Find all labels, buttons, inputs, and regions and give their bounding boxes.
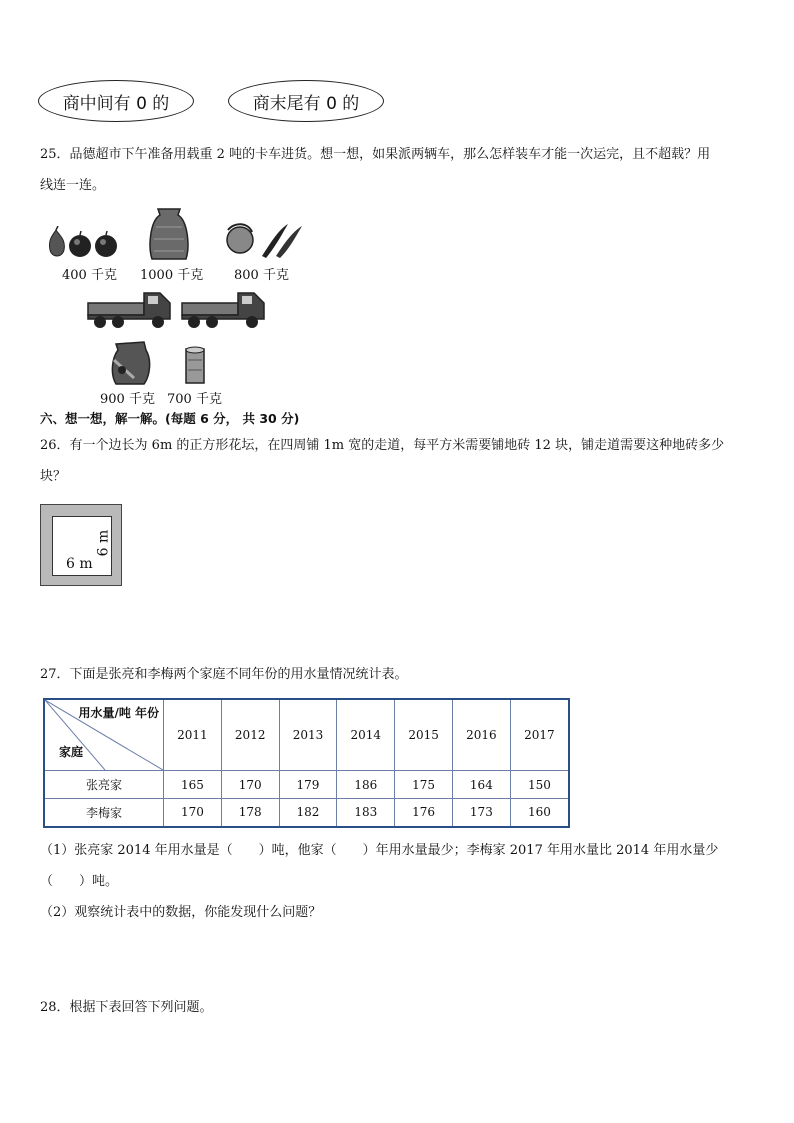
weight-label: 800 千克 [234, 268, 289, 283]
year-cell: 2017 [510, 699, 569, 771]
q27-sub1-line2: （ ）吨。 [40, 874, 119, 889]
year-cell: 2014 [337, 699, 395, 771]
value-cell: 173 [452, 799, 510, 827]
weight-label: 900 千克 [100, 392, 155, 407]
table-header-row [44, 699, 569, 771]
value-cell: 160 [510, 799, 569, 827]
year-cell: 2011 [164, 699, 222, 771]
value-cell: 175 [395, 771, 453, 799]
weight-label: 400 千克 [62, 268, 117, 283]
year-cell: 2013 [279, 699, 337, 771]
q25-text-line1: 25．品德超市下午准备用载重 2 吨的卡车进货。想一想，如果派两辆车，那么怎样装车才能一次运完，且不超载？用 [40, 147, 711, 162]
value-cell: 164 [452, 771, 510, 799]
header-usage-year: 用水量/吨 年份 [78, 706, 159, 720]
q25-text-line2: 线连一连。 [40, 178, 106, 193]
can-icon [184, 346, 206, 386]
value-cell: 182 [279, 799, 337, 827]
q26-text-line1: 26．有一个边长为 6m 的正方形花坛，在四周铺 1m 宽的走道，每平方米需要铺地砖 12 块，铺走道需要这种地砖多少 [40, 438, 725, 453]
oval-label: 商末尾有 0 的 [252, 93, 360, 114]
fruit-icon [46, 226, 122, 260]
q26-text-line2: 块？ [40, 469, 67, 484]
value-cell: 170 [221, 771, 279, 799]
section-heading: 六、想一想，解一解。(每题 6 分， 共 30 分) [40, 411, 300, 426]
value-cell: 186 [337, 771, 395, 799]
q28-text: 28．根据下表回答下列问题。 [40, 1000, 213, 1015]
value-cell: 183 [337, 799, 395, 827]
q27-intro: 27．下面是张亮和李梅两个家庭不同年份的用水量情况统计表。 [40, 667, 408, 682]
value-cell: 150 [510, 771, 569, 799]
garden-diagram [40, 504, 122, 586]
bag-icon [108, 340, 154, 386]
year-cell: 2012 [221, 699, 279, 771]
weight-label: 700 千克 [167, 392, 222, 407]
q27-sub2: （2）观察统计表中的数据，你能发现什么问题？ [40, 905, 322, 920]
oval-answer-zero-end [228, 80, 384, 122]
value-cell: 165 [164, 771, 222, 799]
family-cell: 张亮家 [44, 771, 164, 799]
side-length-label-vertical: 6 m [95, 529, 112, 557]
water-usage-table [43, 698, 570, 828]
vegetables-icon [222, 216, 304, 260]
sack-icon [146, 207, 192, 261]
year-cell: 2015 [395, 699, 453, 771]
truck-icon [180, 289, 268, 331]
truck-icon [86, 289, 174, 331]
value-cell: 176 [395, 799, 453, 827]
q27-sub1-line1: （1）张亮家 2014 年用水量是（ ）吨，他家（ ）年用水量最少；李梅家 2017 年用水量比 2014 年用水量少 [40, 843, 719, 858]
table-row [44, 771, 569, 799]
table-row [44, 799, 569, 827]
side-length-label: 6 m [66, 556, 93, 572]
weight-label: 1000 千克 [140, 268, 204, 283]
family-cell: 李梅家 [44, 799, 164, 827]
diagonal-header-cell [44, 699, 164, 771]
oval-label: 商中间有 0 的 [62, 93, 170, 114]
header-family: 家庭 [59, 745, 84, 759]
value-cell: 179 [279, 771, 337, 799]
value-cell: 170 [164, 799, 222, 827]
oval-answer-zero-middle [38, 80, 194, 122]
year-cell: 2016 [452, 699, 510, 771]
value-cell: 178 [221, 799, 279, 827]
